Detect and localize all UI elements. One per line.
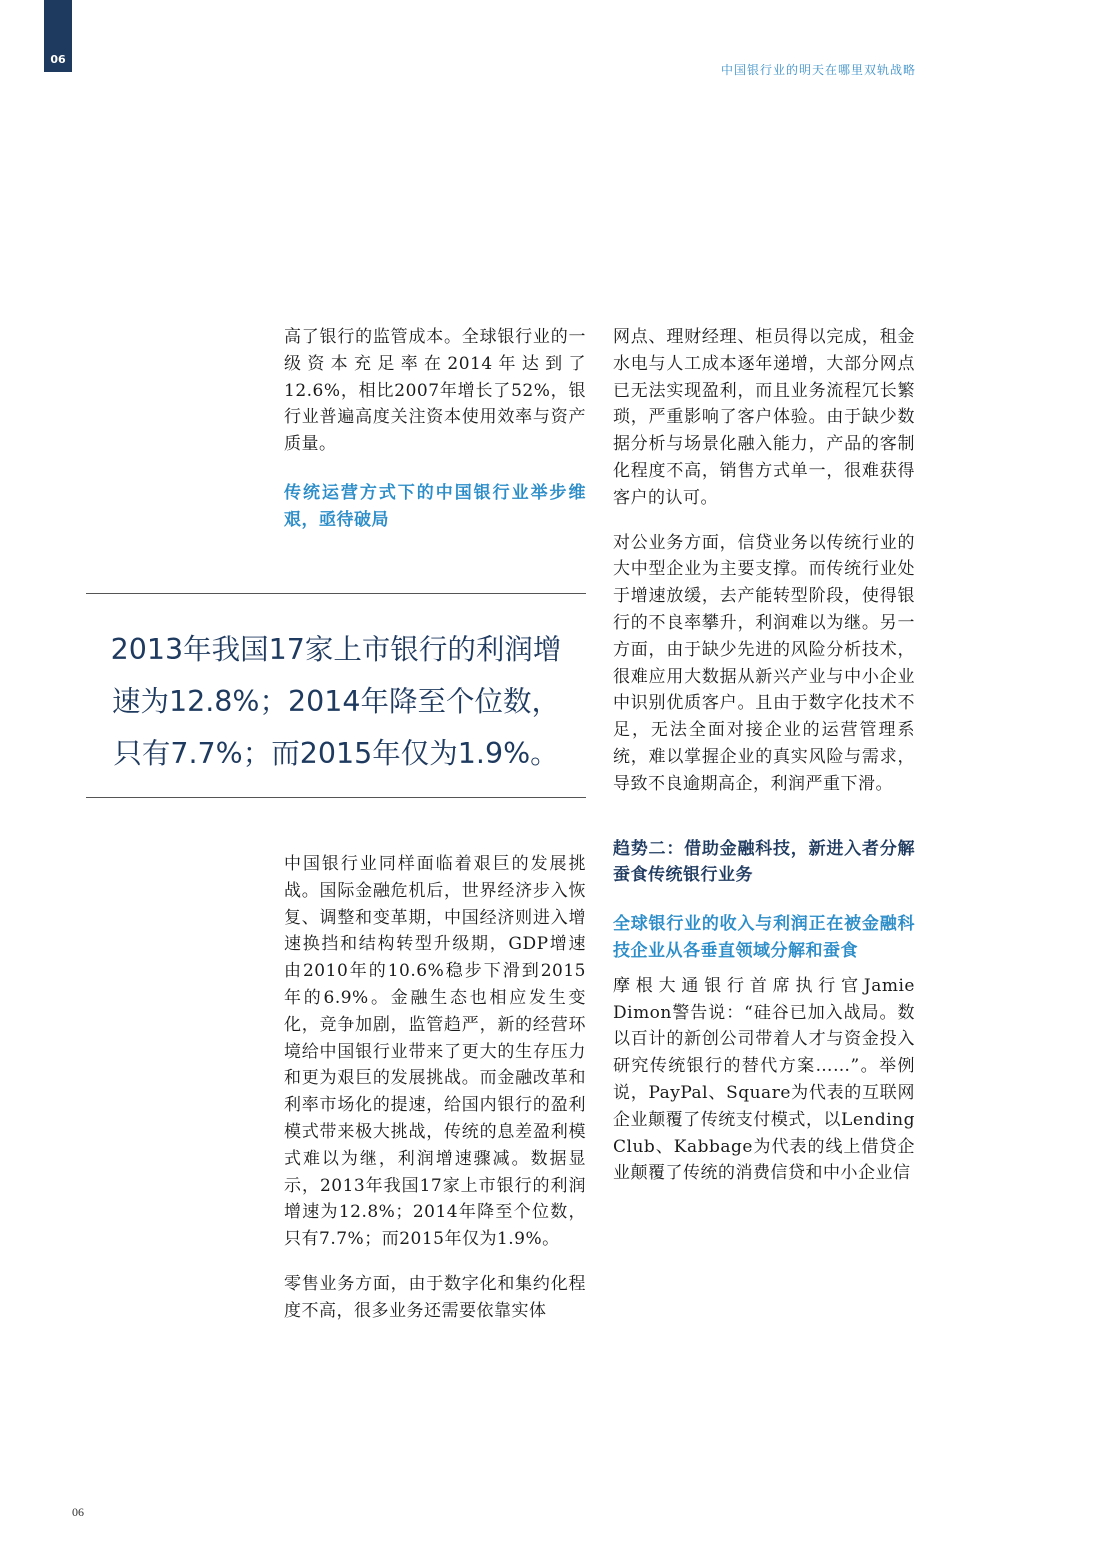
pullquote-bottom-rule	[86, 797, 586, 798]
body-paragraph: 中国银行业同样面临着艰巨的发展挑战。国际金融危机后，世界经济步入恢复、调整和变革期，中国经济则进入增速换挡和结构转型升级期，GDP增速由2010年的10.6%稳步下滑到2015年的6.9%。金融生态也相应发生变化，竞争加剧，监管趋严，新的经营环境给中国银行业带来了更大的生存压力和更为艰巨的发展挑战。而金融改革和利率市场化的提速，给国内银行的盈利模式带来极大挑战，传统的息差盈利模式难以为继，利润增速骤减。数据显示，2013年我国17家上市银行的利润增速为12.8%；2014年降至个位数，只有7.7%；而2015年仅为1.9%。	[284, 854, 586, 1250]
pullquote-line: 速为12.8%；2014年降至个位数，	[111, 685, 561, 718]
body-paragraph: 零售业务方面，由于数字化和集约化程度不高，很多业务还需要依靠实体	[284, 1273, 586, 1321]
trend-heading: 趋势二：借助金融科技，新进入者分解蚕食传统银行业务	[613, 838, 915, 886]
pullquote	[86, 624, 586, 780]
pullquote-line: 2013年我国17家上市银行的利润增	[110, 633, 562, 666]
body-paragraph: 对公业务方面，信贷业务以传统行业的大中型企业为主要支撑。而传统行业处于增速放缓，去产能转型阶段，使得银行的不良率攀升，利润难以为继。另一方面，由于缺少先进的风险分析技术，很难应用大数据从新兴产业与中小企业中识别优质客户。且由于数字化技术不足，无法全面对接企业的运营管理系统，难以掌握企业的真实风险与需求，导致不良逾期高企，利润严重下滑。	[613, 532, 915, 794]
page-number-tab	[44, 0, 72, 72]
pullquote-top-rule	[86, 593, 586, 594]
page-number-footer: 06	[72, 1505, 84, 1519]
body-paragraph: 高了银行的监管成本。全球银行业的一级资本充足率在2014年达到了12.6%，相比2007年增长了52%，银行业普遍高度关注资本使用效率与资产质量。	[284, 327, 586, 455]
section-subheading: 全球银行业的收入与利润正在被金融科技企业从各垂直领域分解和蚕食	[613, 914, 915, 961]
page-number-tab-label: 06	[50, 53, 66, 66]
running-header: 中国银行业的明天在哪里双轨战略	[720, 63, 916, 77]
left-column-top	[284, 324, 586, 534]
section-subheading: 传统运营方式下的中国银行业举步维艰，亟待破局	[284, 482, 586, 530]
right-column	[613, 324, 915, 1187]
body-paragraph: 网点、理财经理、柜员得以完成，租金水电与人工成本逐年递增，大部分网点已无法实现盈利，而且业务流程冗长繁琐，严重影响了客户体验。由于缺少数据分析与场景化融入能力，产品的客制化程度不高，销售方式单一，很难获得客户的认可。	[613, 327, 915, 508]
pullquote-line: 只有7.7%；而2015年仅为1.9%。	[113, 737, 559, 770]
left-column-bottom	[284, 851, 586, 1325]
body-paragraph: 摩根大通银行首席执行官Jamie Dimon警告说：“硅谷已加入战局。数以百计的新创公司带着人才与资金投入研究传统银行的替代方案……”。举例说，PayPal、Square为代表的互联网企业颠覆了传统支付模式，以Lending Club、Kabbage为代表的线上借贷企业颠覆了传统的消费信贷和中小企业信	[613, 975, 915, 1184]
